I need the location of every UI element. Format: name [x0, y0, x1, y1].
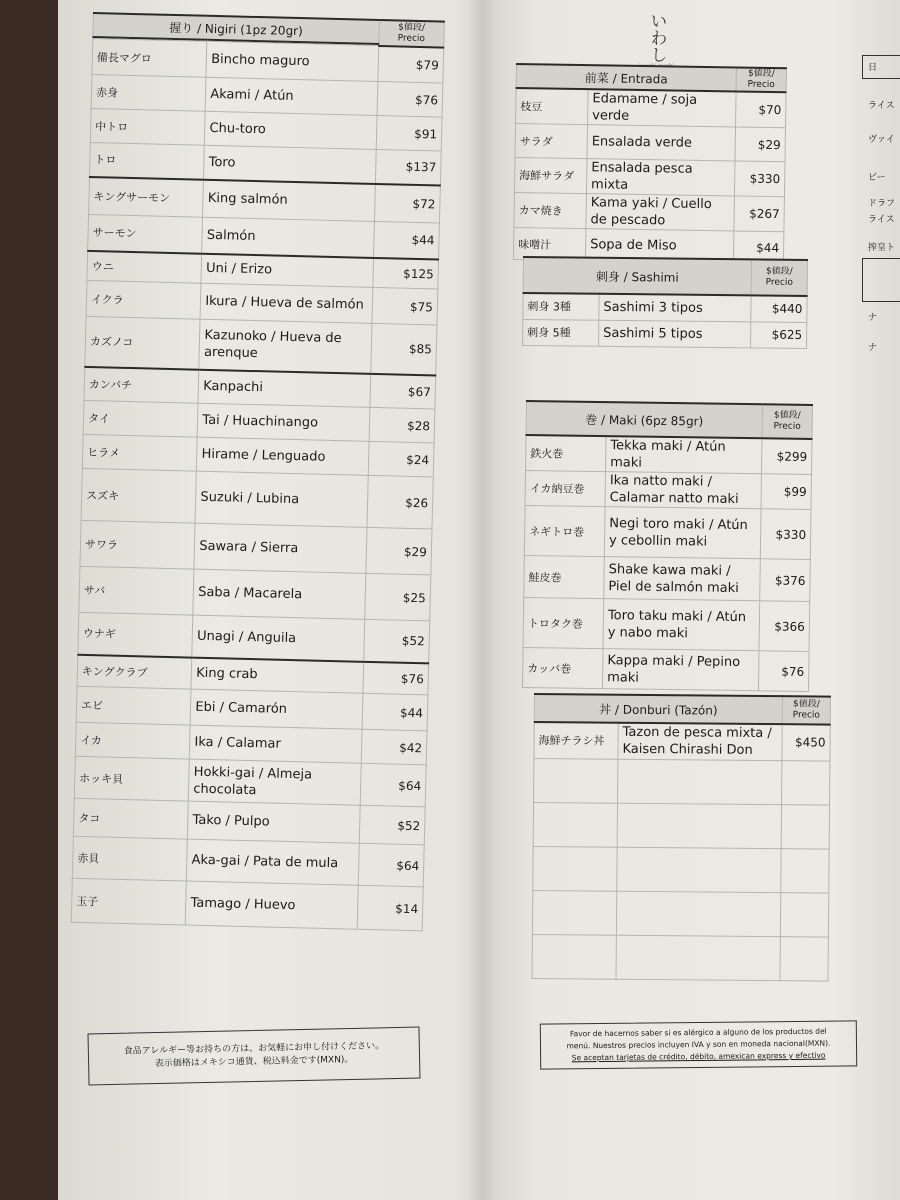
allergy-notice-jp-line1: 食品アレルギー等お持ちの方は、お気軽にお申し付けください。	[123, 1041, 385, 1057]
donburi-empty-row	[533, 846, 829, 893]
nigiri-item-jp: タコ	[73, 798, 188, 839]
donburi-empty-cell	[780, 892, 828, 936]
entrada-item-price: $330	[734, 161, 785, 197]
nigiri-item-price: $75	[372, 287, 438, 325]
nigiri-item-es: King crab	[191, 657, 363, 693]
donburi-item-price: $450	[782, 724, 830, 760]
donburi-empty-cell	[781, 804, 829, 848]
donburi-empty-row	[533, 802, 829, 849]
nigiri-item-jp: キングサーモン	[89, 176, 204, 217]
maki-item-es: Negi toro maki / Atún y cebollin maki	[604, 507, 761, 559]
maki-item-jp: 鉄火巻	[526, 435, 606, 472]
next-panel-fragment: 搾皇ト	[868, 243, 896, 253]
maki-item-jp: イカ納豆巻	[525, 471, 605, 507]
nigiri-item-price: $52	[359, 805, 425, 845]
nigiri-row	[81, 468, 433, 529]
nigiri-item-jp: ウナギ	[78, 612, 193, 657]
donburi-item-es: Tazon de pesca mixta / Kaisen Chirashi Don	[618, 723, 782, 760]
nigiri-item-es: Salmón	[202, 217, 374, 257]
nigiri-item-es: Kanpachi	[198, 369, 370, 407]
nigiri-item-price: $91	[376, 115, 442, 151]
nigiri-item-price: $44	[362, 693, 428, 731]
entrada-item-es: Kama yaki / Cuello de pescado	[586, 194, 735, 231]
nigiri-item-es: Ikura / Hueva de salmón	[200, 283, 372, 323]
entrada-item-es: Edamame / soja verde	[588, 89, 737, 127]
next-panel-fragment: ヴァイ	[868, 135, 895, 145]
donburi-empty-cell	[616, 935, 780, 980]
nigiri-item-jp: イカ	[75, 722, 190, 759]
entrada-item-es: Sopa de Miso	[585, 229, 734, 263]
nigiri-item-price: $14	[357, 885, 423, 931]
donburi-empty-row	[534, 758, 830, 805]
nigiri-item-jp: ホッキ貝	[74, 756, 189, 801]
nigiri-title: 握り / Nigiri (1pz 20gr)	[93, 13, 379, 44]
nigiri-table	[71, 12, 445, 931]
entrada-item-price: $29	[735, 127, 786, 162]
next-panel-fragment: ナ	[868, 313, 878, 323]
sashimi-title: 刺身 / Sashimi	[523, 257, 751, 295]
nigiri-item-jp: スズキ	[81, 468, 197, 523]
nigiri-item-price: $64	[360, 763, 426, 807]
donburi-empty-cell	[780, 936, 828, 980]
allergy-notice-es	[540, 1020, 857, 1069]
nigiri-item-es: Bincho maguro	[206, 41, 378, 81]
nigiri-item-es: Uni / Erizo	[201, 253, 373, 287]
nigiri-item-es: Toro	[204, 145, 376, 183]
next-panel-fragment: ライス	[868, 215, 895, 225]
nigiri-item-es: Chu-toro	[205, 111, 377, 149]
sashimi-items	[523, 293, 808, 348]
maki-price-header: $値段/ Precio	[762, 404, 812, 439]
maki-item-es: Toro taku maki / Atún y nabo maki	[603, 599, 760, 651]
nigiri-item-jp: イクラ	[86, 280, 201, 319]
entrada-item-price: $44	[733, 231, 783, 264]
sashimi-item-es: Sashimi 3 tipos	[599, 294, 751, 322]
nigiri-items	[71, 39, 443, 931]
maki-row	[524, 555, 811, 601]
nigiri-item-price: $42	[361, 729, 427, 765]
maki-item-price: $76	[758, 651, 809, 692]
nigiri-item-es: Tai / Huachinango	[197, 403, 369, 441]
maki-section	[522, 400, 812, 692]
nigiri-item-es: Suzuki / Lubina	[195, 471, 368, 527]
donburi-items	[532, 722, 830, 981]
maki-item-es: Ika natto maki / Calamar natto maki	[605, 472, 761, 509]
nigiri-item-price: $67	[370, 373, 436, 409]
maki-item-jp: カッパ巻	[522, 647, 603, 688]
nigiri-item-es: Hokki-gai / Almeja chocolata	[189, 759, 361, 805]
maki-item-price: $330	[760, 509, 811, 560]
nigiri-item-jp: サバ	[79, 566, 194, 615]
maki-item-es: Tekka maki / Atún maki	[606, 436, 762, 474]
entrada-item-es: Ensalada pesca mixta	[586, 159, 735, 196]
entrada-item-jp: サラダ	[515, 124, 588, 159]
donburi-empty-cell	[616, 891, 780, 936]
maki-row	[525, 471, 811, 510]
entrada-table	[513, 63, 787, 264]
nigiri-item-jp: ウニ	[87, 250, 202, 283]
nigiri-item-price: $26	[367, 475, 433, 529]
sashimi-item-price: $625	[751, 321, 807, 348]
maki-item-price: $376	[760, 559, 811, 602]
nigiri-item-es: Tako / Pulpo	[188, 801, 360, 843]
donburi-price-header: $値段/ Precio	[782, 696, 830, 724]
nigiri-item-es: Kazunoko / Hueva de arenque	[199, 319, 372, 373]
maki-row	[523, 597, 810, 651]
next-panel-fragment: ナ	[868, 343, 878, 353]
allergy-notice-es-line1: Favor de hacernos saber si es alérgico a alguno de los productos del	[569, 1026, 827, 1039]
donburi-empty-cell	[533, 846, 617, 891]
nigiri-item-price: $29	[366, 527, 432, 575]
nigiri-item-price: $76	[363, 661, 429, 695]
allergy-notice-jp	[87, 1027, 420, 1086]
maki-row	[526, 435, 812, 474]
nigiri-item-price: $137	[375, 149, 441, 185]
nigiri-item-jp: タイ	[83, 400, 198, 437]
nigiri-item-es: Tamago / Huevo	[186, 881, 359, 929]
logo-glyph: いわし	[646, 12, 667, 63]
entrada-section	[513, 63, 786, 264]
maki-title: 巻 / Maki (6pz 85gr)	[526, 401, 762, 438]
nigiri-item-es: Ebi / Camarón	[190, 689, 362, 729]
sashimi-item-es: Sashimi 5 tipos	[599, 320, 751, 348]
maki-item-price: $299	[761, 438, 811, 474]
maki-table	[522, 400, 813, 692]
nigiri-item-es: Sawara / Sierra	[194, 523, 367, 573]
nigiri-item-jp: カンパチ	[84, 366, 199, 403]
allergy-notice-jp-line2: 表示価格はメキシコ通貨、税込料金です(MXN)。	[154, 1054, 354, 1070]
donburi-empty-cell	[617, 803, 781, 848]
nigiri-item-price: $24	[368, 441, 434, 477]
maki-items	[522, 435, 811, 691]
nigiri-item-es: Hirame / Lenguado	[197, 437, 369, 475]
nigiri-item-price: $28	[369, 407, 435, 443]
sashimi-item-jp: 刺身 5種	[523, 319, 599, 346]
entrada-item-jp: 味噌汁	[513, 227, 585, 260]
maki-row	[522, 647, 809, 691]
maki-item-es: Kappa maki / Pepino maki	[602, 649, 759, 691]
donburi-row	[534, 722, 830, 761]
nigiri-item-jp: エビ	[76, 686, 191, 725]
sashimi-row	[523, 293, 807, 322]
nigiri-item-jp: 玉子	[71, 878, 186, 925]
allergy-notice-es-line2: menú. Nuestros precios incluyen IVA y son en moneda nacional(MXN).	[566, 1038, 831, 1051]
donburi-empty-cell	[618, 759, 782, 804]
maki-item-jp: ネギトロ巻	[524, 505, 605, 556]
maki-item-price: $99	[761, 474, 811, 510]
nigiri-row	[71, 878, 423, 931]
restaurant-logo	[636, 12, 676, 70]
nigiri-item-jp: サーモン	[88, 214, 203, 253]
nigiri-item-price: $125	[373, 257, 439, 289]
nigiri-item-price: $85	[371, 323, 437, 375]
next-panel-fragment: ドラフ	[868, 199, 896, 209]
sashimi-section	[522, 256, 807, 348]
maki-item-price: $366	[759, 601, 810, 652]
nigiri-item-es: Saba / Macarela	[193, 569, 366, 619]
donburi-item-jp: 海鮮チラシ丼	[534, 722, 618, 759]
nigiri-item-price: $64	[358, 843, 424, 887]
donburi-empty-cell	[781, 848, 829, 892]
entrada-item-price: $70	[736, 91, 787, 127]
maki-item-jp: 鮭皮巻	[524, 555, 605, 598]
nigiri-item-price: $79	[378, 45, 444, 83]
donburi-empty-cell	[782, 760, 830, 804]
nigiri-item-jp: サワラ	[80, 520, 195, 569]
next-panel-fragment: 日	[868, 63, 878, 73]
nigiri-item-jp: 備長マグロ	[92, 39, 207, 78]
next-panel-box	[862, 258, 900, 302]
donburi-empty-row	[532, 890, 828, 937]
donburi-section	[532, 693, 826, 981]
nigiri-item-jp: 赤身	[91, 74, 206, 111]
nigiri-item-price: $76	[377, 81, 443, 117]
entrada-item-jp: 枝豆	[516, 88, 589, 125]
entrada-item-jp: カマ焼き	[514, 192, 587, 228]
donburi-title: 丼 / Donburi (Tazón)	[534, 694, 782, 724]
sashimi-item-price: $440	[751, 295, 807, 322]
nigiri-row	[85, 316, 437, 375]
sashimi-table	[522, 256, 808, 348]
nigiri-item-jp: トロ	[89, 142, 204, 179]
nigiri-item-price: $52	[364, 619, 430, 663]
next-panel-fragment: ビー	[868, 173, 886, 183]
nigiri-item-jp: キングクラブ	[77, 654, 192, 689]
entrada-item-es: Ensalada verde	[587, 125, 736, 161]
nigiri-item-jp: ヒラメ	[82, 434, 197, 471]
nigiri-item-jp: 中トロ	[90, 108, 205, 145]
maki-item-jp: トロタク巻	[523, 597, 604, 648]
donburi-empty-row	[532, 934, 828, 981]
donburi-empty-cell	[617, 847, 781, 892]
sashimi-item-jp: 刺身 3種	[523, 293, 599, 320]
entrada-items	[513, 88, 786, 264]
donburi-empty-cell	[532, 934, 616, 979]
nigiri-item-es: Akami / Atún	[205, 77, 377, 115]
nigiri-item-price: $44	[373, 221, 439, 259]
entrada-item-jp: 海鮮サラダ	[514, 157, 587, 193]
nigiri-item-price: $25	[365, 573, 431, 621]
entrada-row	[516, 88, 787, 128]
entrada-price-header: $値段/ Precio	[736, 67, 786, 92]
nigiri-item-price: $72	[374, 183, 440, 223]
nigiri-section	[71, 12, 445, 931]
donburi-table	[532, 693, 831, 981]
donburi-empty-cell	[533, 802, 617, 847]
donburi-empty-cell	[532, 890, 616, 935]
donburi-empty-cell	[534, 758, 618, 803]
next-panel-fragment: ライス	[868, 101, 895, 111]
entrada-row	[514, 192, 785, 231]
maki-row	[524, 505, 811, 559]
nigiri-item-es: Ika / Calamar	[190, 725, 362, 763]
nigiri-item-es: Unagi / Anguila	[192, 615, 364, 661]
nigiri-item-jp: カズノコ	[85, 316, 200, 369]
nigiri-item-es: Aka-gai / Pata de mula	[187, 839, 359, 885]
entrada-title: 前菜 / Entrada	[516, 64, 736, 91]
entrada-item-price: $267	[734, 196, 785, 232]
nigiri-price-header: $値段/ Precio	[379, 20, 445, 47]
entrada-row	[515, 124, 786, 162]
paper-fold	[468, 0, 496, 1200]
maki-item-es: Shake kawa maki / Piel de salmón maki	[604, 557, 761, 601]
entrada-row	[514, 157, 785, 196]
sashimi-row	[523, 319, 807, 348]
allergy-notice-es-line3: Se aceptan tarjetas de crédito, débito, amexican express y efectivo	[571, 1050, 826, 1063]
sashimi-price-header: $値段/ Precio	[751, 259, 807, 296]
nigiri-item-jp: 赤貝	[72, 836, 187, 881]
nigiri-item-es: King salmón	[203, 179, 375, 221]
